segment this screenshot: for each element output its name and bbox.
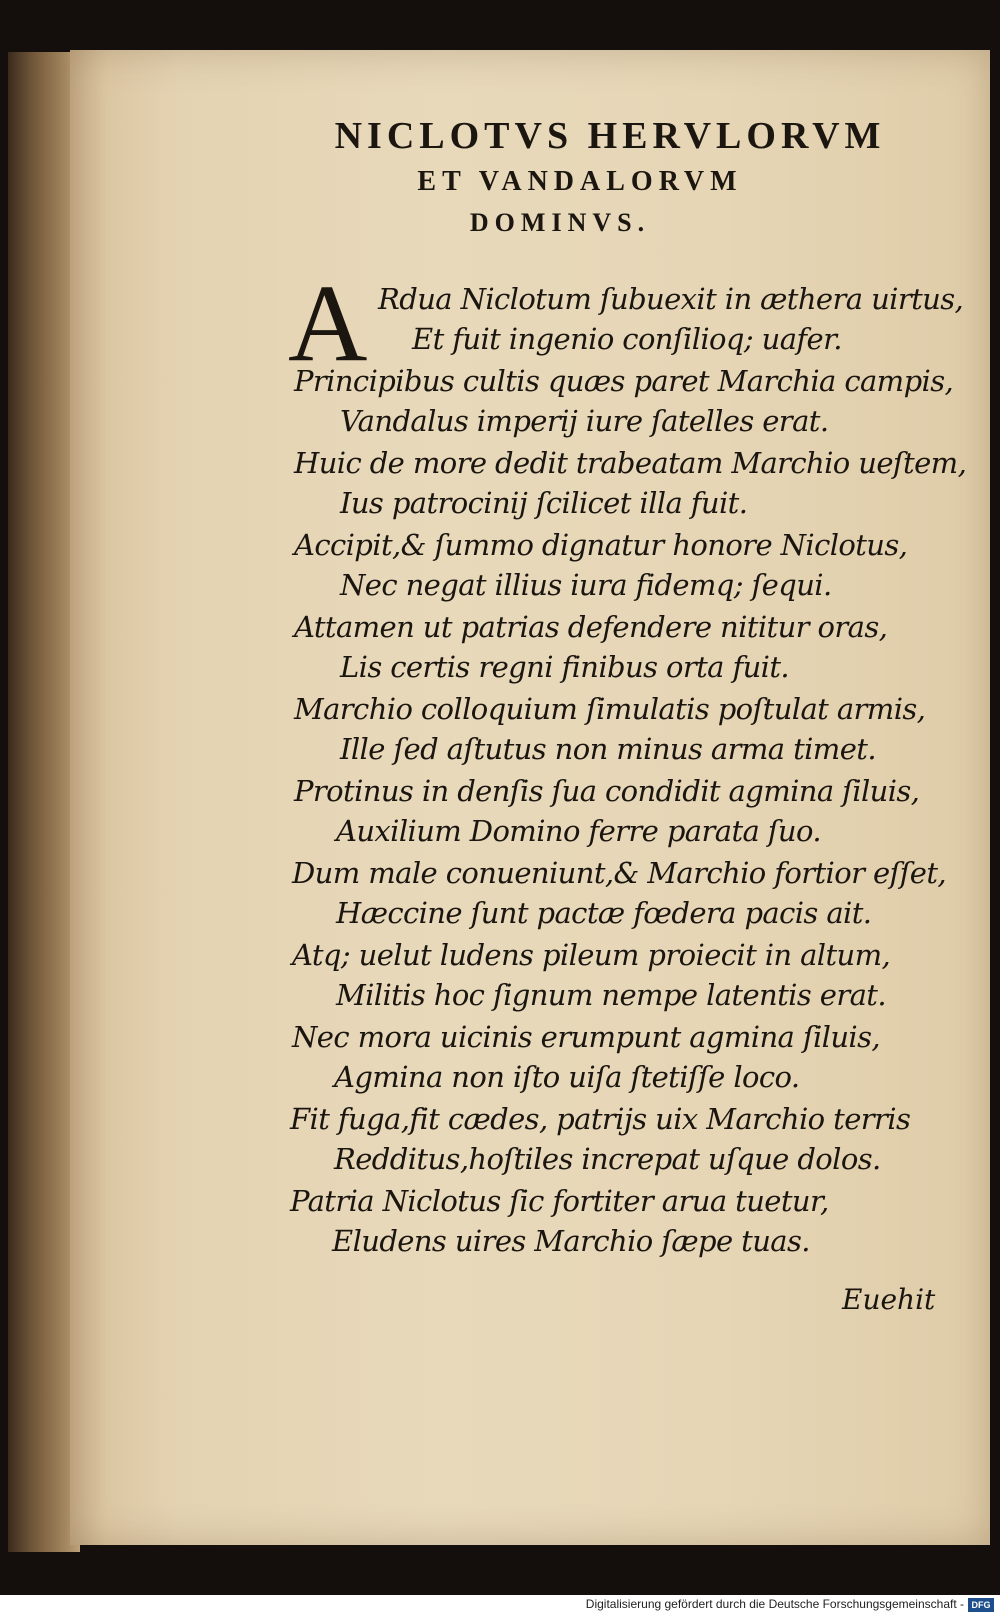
poem-line: Nec mora uicinis erumpunt agmina ſiluis, xyxy=(292,1020,880,1054)
poem-line: Et fuit ingenio conſilioq; uafer. xyxy=(412,322,842,356)
poem-line: Dum male conueniunt,& Marchio fortior eſſet, xyxy=(292,856,947,890)
poem-line: Patria Niclotus ſic fortiter arua tuetur, xyxy=(290,1184,829,1218)
drop-cap: A xyxy=(288,262,368,384)
poem-line: Ius patrocinij ſcilicet illa fuit. xyxy=(340,486,748,520)
poem-line: Nec negat illius iura fidemq; ſequi. xyxy=(340,568,832,602)
digitization-credit: Digitalisierung gefördert durch die Deutsche Forschungsgemeinschaft - xyxy=(585,1597,964,1611)
poem-line: Atq; uelut ludens pileum proiecit in altum, xyxy=(292,938,891,972)
poem-line: Huic de more dedit trabeatam Marchio ueſtem, xyxy=(294,446,967,480)
poem-line: Lis certis regni finibus orta fuit. xyxy=(340,650,790,684)
heading-line-3: DOMINVS. xyxy=(469,208,651,237)
heading-line-2: ET VANDALORVM xyxy=(417,166,743,197)
catchword: Euehit xyxy=(842,1283,936,1316)
poem-line: Marchio colloquium ſimulatis poſtulat armis, xyxy=(294,692,926,726)
poem-line: Accipit,& ſummo dignatur honore Niclotus, xyxy=(294,528,908,562)
poem-line: Auxilium Domino ferre parata ſuo. xyxy=(336,814,821,848)
poem-line: Principibus cultis quæs paret Marchia campis, xyxy=(294,364,954,398)
poem-line: Militis hoc ſignum nempe latentis erat. xyxy=(336,978,886,1012)
poem-line: Attamen ut patrias defendere nititur oras, xyxy=(294,610,888,644)
poem-line: Fit fuga,fit cædes, patrijs uix Marchio terris xyxy=(290,1102,911,1136)
poem-line: Agmina non iſto uiſa ſtetiſſe loco. xyxy=(334,1060,800,1094)
poem-line: Vandalus imperij iure ſatelles erat. xyxy=(340,404,829,438)
dfg-logo-icon: DFG xyxy=(968,1598,994,1612)
poem-line: Rdua Niclotum ſubuexit in æthera uirtus, xyxy=(378,282,964,316)
poem-line: Redditus,hoſtiles increpat uſque dolos. xyxy=(334,1142,881,1176)
poem-line: Hæccine ſunt pactæ fœdera pacis ait. xyxy=(336,896,872,930)
poem-line: Protinus in denſis ſua condidit agmina ſiluis, xyxy=(294,774,920,808)
poem-line: Ille ſed aſtutus non minus arma timet. xyxy=(340,732,876,766)
heading-line-1: NICLOTVS HERVLORVM xyxy=(334,115,886,157)
poem-line: Eludens uires Marchio ſæpe tuas. xyxy=(332,1224,810,1258)
